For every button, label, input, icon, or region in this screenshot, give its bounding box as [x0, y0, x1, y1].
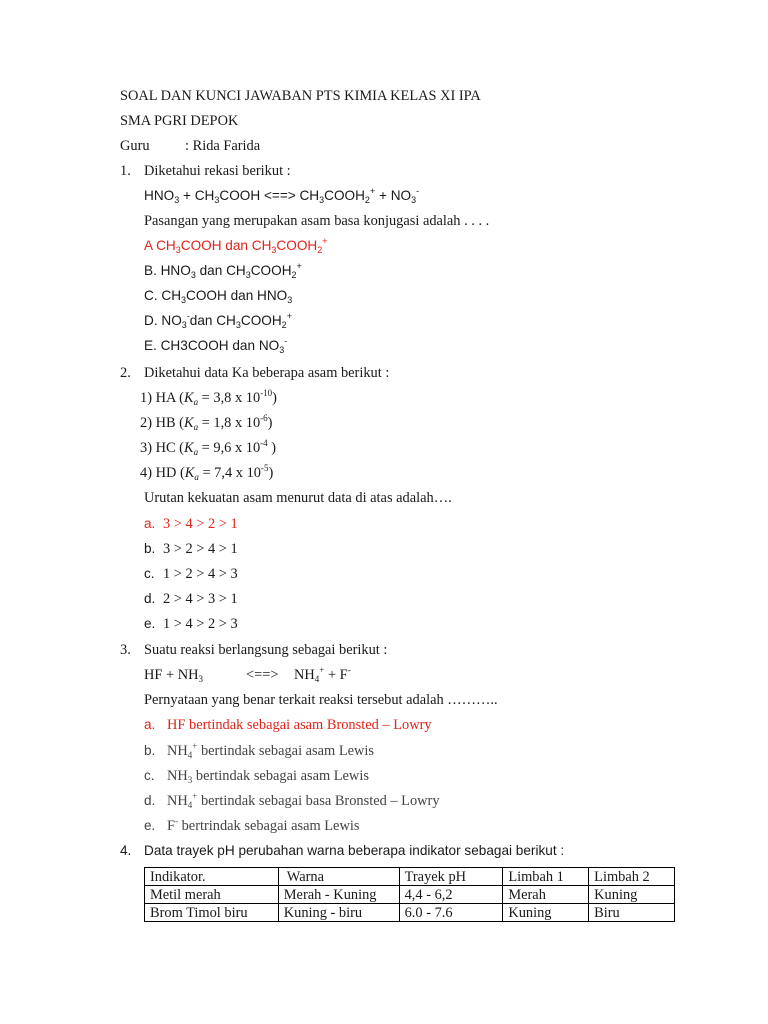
- table-cell: Merah - Kuning: [278, 886, 399, 904]
- document-title: SOAL DAN KUNCI JAWABAN PTS KIMIA KELAS XI IPA: [120, 88, 481, 104]
- q2-acid-4: 4) HD ($K_a = 7,4$ x $10^{-5}$): [140, 463, 274, 482]
- q2-prompt: Urutan kekuatan asam menurut data di atas adalah….: [144, 490, 452, 506]
- q4-stem: Data trayek pH perubahan warna beberapa indikator sebagai berikut :: [144, 843, 565, 858]
- q2-acid-2: 2) HB ($K_a = 1,8$ x $10^{-6}$): [140, 413, 273, 432]
- table-header-cell: Limbah 2: [589, 868, 675, 886]
- table-header-cell: Warna: [278, 868, 399, 886]
- q2-acid-3: 3) HC ($K_a = 9,6$ x $10^{-4}$ ): [140, 438, 277, 457]
- q2-option-b: b. 3 > 2 > 4 > 1: [144, 541, 238, 557]
- q1-number: 1.: [120, 163, 131, 179]
- table-row: [145, 886, 675, 904]
- table-header-cell: Indikator.: [145, 868, 279, 886]
- q3-equation-products: $NH_4^+ + F^-$: [294, 665, 351, 684]
- table-header-cell: Limbah 1: [503, 868, 589, 886]
- q3-number: 3.: [120, 642, 131, 658]
- q1-option-d: D. $NO_3^-dan$ $CH_3COOH_2^+$: [144, 311, 292, 330]
- q3-option-c: c. $NH_3$ bertindak sebagai asam Lewis: [144, 768, 369, 785]
- q2-option-e: e. 1 > 4 > 2 > 3: [144, 616, 238, 632]
- table-header-row: [145, 868, 675, 886]
- q1-option-c: C. $CH_3COOH$ dan $HNO_3$: [144, 288, 293, 305]
- table-header-cell: Trayek pH: [399, 868, 503, 886]
- q3-option-b: b. $NH_4^+$ bertindak sebagai asam Lewis: [144, 741, 374, 760]
- guru-value: : Rida Farida: [185, 138, 261, 154]
- q1-equation: $HNO_3$ + $CH_3COOH$ <==> $CH_3COOH_2^+ + NO_3^-$: [144, 186, 420, 205]
- guru-label: Guru: [120, 138, 150, 154]
- q1-option-e: E. CH3COOH dan $NO_3^-$: [144, 336, 288, 355]
- school-name: SMA PGRI DEPOK: [120, 113, 239, 129]
- table-row: [145, 904, 675, 922]
- q1-option-a-answer: A $CH_3COOH$ dan $CH_3COOH_2^+$: [144, 236, 328, 255]
- q3-option-e: e. F- bertrindak sebagai asam Lewis: [144, 816, 360, 834]
- indicator-table: [144, 867, 675, 922]
- q3-stem: Suatu reaksi berlangsung sebagai berikut :: [144, 642, 388, 658]
- q3-option-d: d. $NH_4^+$ bertindak sebagai basa Bronsted – Lowry: [144, 791, 440, 810]
- table-cell: Brom Timol biru: [145, 904, 279, 922]
- q3-equation: HF + $NH_3$: [144, 667, 203, 684]
- table-cell: Kuning: [503, 904, 589, 922]
- q2-stem: Diketahui data Ka beberapa asam berikut :: [144, 365, 390, 381]
- q2-number: 2.: [120, 365, 131, 381]
- q3-prompt: Pernyataan yang benar terkait reaksi tersebut adalah ………..: [144, 692, 498, 708]
- q2-acid-1: 1) HA ($K_a = 3,8$ x $10^{-10}$): [140, 388, 277, 407]
- q2-option-a-answer: a. 3 > 4 > 2 > 1: [144, 516, 238, 532]
- q1-prompt: Pasangan yang merupakan asam basa konjugasi adalah . . . .: [144, 213, 490, 229]
- q2-option-c: c. 1 > 2 > 4 > 3: [144, 566, 238, 582]
- table-cell: Merah: [503, 886, 589, 904]
- table-cell: Kuning: [589, 886, 675, 904]
- table-cell: 6.0 - 7.6: [399, 904, 503, 922]
- q1-option-b: B. $HNO_3$ dan $CH_3COOH_2^+$: [144, 261, 302, 280]
- table-cell: Metil merah: [145, 886, 279, 904]
- q3-option-a-answer: a. HF bertindak sebagai asam Bronsted – Lowry: [144, 717, 432, 733]
- q1-stem: Diketahui rekasi berikut :: [144, 163, 291, 179]
- table-cell: Biru: [589, 904, 675, 922]
- q4-number: 4.: [120, 843, 132, 858]
- q2-option-d: d. 2 > 4 > 3 > 1: [144, 591, 238, 607]
- table-cell: 4,4 - 6,2: [399, 886, 503, 904]
- q3-equation-arrow: <==>: [246, 667, 279, 683]
- table-cell: Kuning - biru: [278, 904, 399, 922]
